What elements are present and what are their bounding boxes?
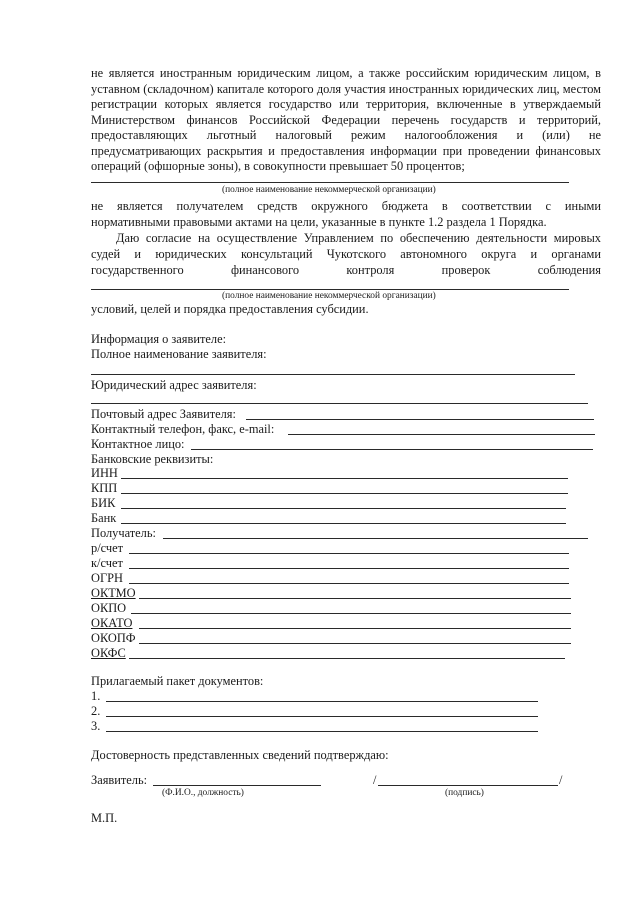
kpp-field[interactable] xyxy=(121,493,568,494)
bank-row xyxy=(91,510,571,526)
org-name-caption-1: (полное наименование некоммерческой организации) xyxy=(222,185,436,195)
org-name-caption-2: (полное наименование некоммерческой организации) xyxy=(222,291,436,301)
corr-account-field[interactable] xyxy=(129,568,569,569)
account-field[interactable] xyxy=(129,553,569,554)
account-row xyxy=(91,540,571,556)
document-item-number: 3. xyxy=(91,719,101,733)
recipient-field[interactable] xyxy=(163,538,588,539)
bik-field[interactable] xyxy=(121,508,566,509)
okato-row xyxy=(91,615,573,631)
postal-address-row xyxy=(91,406,597,422)
okfs-label: ОКФС xyxy=(91,646,126,660)
document-item-field[interactable] xyxy=(106,701,538,702)
signature-row xyxy=(91,772,566,788)
bik-row xyxy=(91,495,571,511)
corr-account-label: к/счет xyxy=(91,556,123,570)
okato-field[interactable] xyxy=(139,628,571,629)
okpo-field[interactable] xyxy=(131,613,571,614)
legal-address-label: Юридический адрес заявителя: xyxy=(91,378,257,392)
document-item-1 xyxy=(91,688,541,704)
fio-position-field[interactable] xyxy=(153,785,321,786)
document-item-field[interactable] xyxy=(106,731,538,732)
slash-left: / xyxy=(373,773,377,787)
recipient-label: Получатель: xyxy=(91,526,156,540)
legal-address-field[interactable] xyxy=(91,403,588,404)
phone-label: Контактный телефон, факс, e-mail: xyxy=(91,422,275,436)
okpo-label: ОКПО xyxy=(91,601,127,615)
okfs-field[interactable] xyxy=(129,658,565,659)
okopf-field[interactable] xyxy=(139,643,571,644)
contact-label: Контактное лицо: xyxy=(91,437,185,451)
bank-details-label: Банковские реквизиты: xyxy=(91,452,214,466)
paragraph-not-recipient-1: не является получателем средств окружного бюджета в соответствии с иными xyxy=(91,199,601,213)
signature-field[interactable] xyxy=(378,785,558,786)
ogrn-label: ОГРН xyxy=(91,571,123,585)
postal-address-field[interactable] xyxy=(246,419,594,420)
phone-field[interactable] xyxy=(288,434,595,435)
document-item-3 xyxy=(91,718,541,734)
inn-field[interactable] xyxy=(121,478,568,479)
document-item-number: 2. xyxy=(91,704,101,718)
okopf-label: ОКОПФ xyxy=(91,631,136,645)
inn-row xyxy=(91,465,571,481)
document-item-2 xyxy=(91,703,541,719)
oktmo-row xyxy=(91,585,573,601)
stamp-place: М.П. xyxy=(91,811,118,825)
okato-label: ОКАТО xyxy=(91,616,133,630)
documents-heading: Прилагаемый пакет документов: xyxy=(91,674,264,688)
paragraph-consent-3: государственного финансового контроля проверок соблюдения xyxy=(91,263,601,277)
corr-account-row xyxy=(91,555,571,571)
okpo-row xyxy=(91,600,573,616)
org-name-line-1[interactable] xyxy=(91,182,569,183)
bank-field[interactable] xyxy=(121,523,566,524)
okopf-row xyxy=(91,630,573,646)
ogrn-row xyxy=(91,570,571,586)
bank-label: Банк xyxy=(91,511,117,525)
account-label: р/счет xyxy=(91,541,124,555)
contact-row xyxy=(91,436,597,452)
oktmo-label: ОКТМО xyxy=(91,586,136,600)
fio-position-caption: (Ф.И.О., должность) xyxy=(162,788,244,798)
phone-row xyxy=(91,421,597,437)
paragraph-not-recipient-2: нормативными правовыми актами на цели, указанные в пункте 1.2 раздела 1 Порядка. xyxy=(91,215,547,229)
slash-right: / xyxy=(559,773,563,787)
paragraph-consent-2: судей и юридических консультаций Чукотского автономного округа и органами xyxy=(91,247,601,261)
applicant-sign-label: Заявитель: xyxy=(91,773,148,787)
paragraph-consent-1: Даю согласие на осуществление Управлением по обеспечению деятельности мировых xyxy=(116,231,601,245)
inn-label: ИНН xyxy=(91,466,118,480)
confirmation-text: Достоверность представленных сведений подтверждаю: xyxy=(91,748,389,762)
bik-label: БИК xyxy=(91,496,116,510)
document-item-number: 1. xyxy=(91,689,101,703)
kpp-label: КПП xyxy=(91,481,118,495)
signature-caption: (подпись) xyxy=(445,788,484,798)
recipient-row xyxy=(91,525,591,541)
oktmo-field[interactable] xyxy=(139,598,571,599)
full-name-label: Полное наименование заявителя: xyxy=(91,347,267,361)
ogrn-field[interactable] xyxy=(129,583,569,584)
postal-address-label: Почтовый адрес Заявителя: xyxy=(91,407,236,421)
applicant-heading: Информация о заявителе: xyxy=(91,332,227,346)
okfs-row xyxy=(91,645,573,661)
org-name-line-2[interactable] xyxy=(91,289,569,290)
contact-field[interactable] xyxy=(191,449,593,450)
paragraph-consent-end: условий, целей и порядка предоставления субсидии. xyxy=(91,302,369,316)
document-item-field[interactable] xyxy=(106,716,538,717)
full-name-field[interactable] xyxy=(91,374,575,375)
kpp-row xyxy=(91,480,571,496)
paragraph-offshore: не является иностранным юридическим лицом, а также российским юридическим лицом, в уставном (складочном) капитале которого доля участия иностранных юридических лиц, местом регистрации которых является государство или территория, включенные в утверждаемый Министерством финансов Российской Федерации перечень государств и территорий, предоставляющих льготный налоговый режим налогообложения и (или) не предусматривающих раскрытия и предоставления информации при проведении финансовых операций (офшорные зоны), в совокупности превышает 50 процентов; xyxy=(91,66,601,173)
